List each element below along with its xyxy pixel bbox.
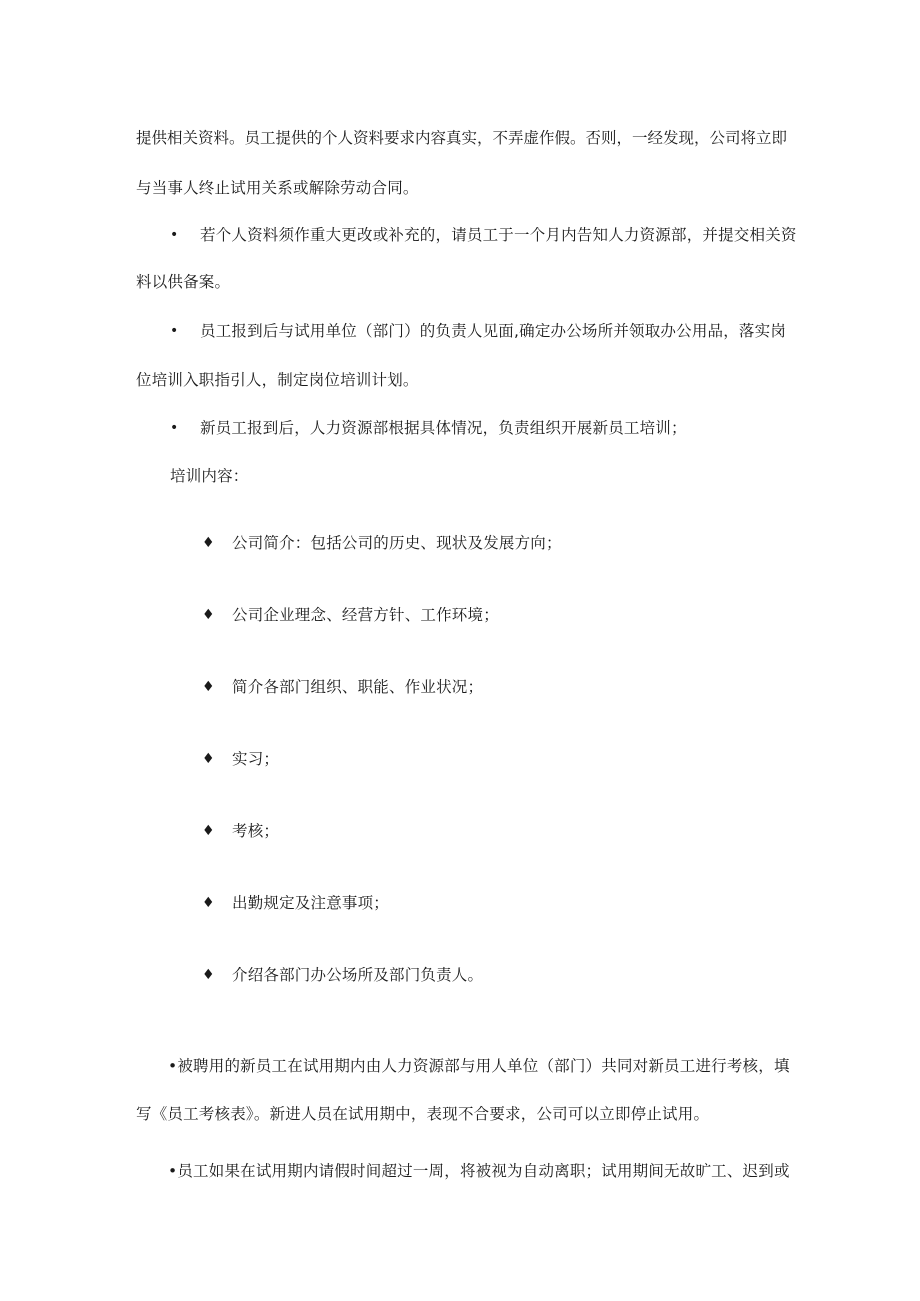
- para1-line2: 与当事人终止试用关系或解除劳动合同。: [136, 179, 419, 197]
- training-item: 考核；: [232, 822, 280, 840]
- bullet-marker: •: [170, 420, 179, 436]
- bullet3-line1: 新员工报到后，人力资源部根据具体情况，负责组织开展新员工培训；: [200, 419, 687, 437]
- para2-line1: •被聘用的新员工在试用期内由人力资源部与用人单位（部门）共同对新员工进行考核，填: [168, 1057, 790, 1075]
- training-item: 公司企业理念、经营方针、工作环境；: [232, 606, 499, 624]
- para3-line1: •员工如果在试用期内请假时间超过一周，将被视为自动离职；试用期间无故旷工、迟到或: [168, 1162, 790, 1180]
- training-item: 公司简介：包括公司的历史、现状及发展方向；: [232, 534, 562, 552]
- bullet1-line2: 料以供备案。: [136, 273, 231, 291]
- diamond-marker: ♦: [202, 751, 215, 767]
- bullet-marker: •: [170, 323, 179, 339]
- training-item: 实习；: [232, 750, 280, 768]
- bullet-marker: •: [170, 227, 179, 243]
- para1-line1: 提供相关资料。员工提供的个人资料要求内容真实，不弄虚作假。否则，一经发现，公司将立即: [136, 129, 788, 147]
- para2-line2: 写《员工考核表》。新进人员在试用期中，表现不合要求，公司可以立即停止试用。: [136, 1105, 710, 1123]
- diamond-marker: ♦: [202, 895, 215, 911]
- diamond-marker: ♦: [202, 535, 215, 551]
- bullet2-line1: 员工报到后与试用单位（部门）的负责人见面,确定办公场所并领取办公用品，落实岗: [200, 322, 787, 340]
- diamond-marker: ♦: [202, 823, 215, 839]
- bullet1-line1: 若个人资料须作重大更改或补充的，请员工于一个月内告知人力资源部，并提交相关资: [200, 226, 797, 244]
- diamond-marker: ♦: [202, 679, 215, 695]
- training-heading: 培训内容：: [170, 467, 249, 485]
- training-item: 出勤规定及注意事项；: [232, 894, 390, 912]
- training-item: 介绍各部门办公场所及部门负责人。: [232, 966, 484, 984]
- training-item: 简介各部门组织、职能、作业状况；: [232, 678, 484, 696]
- diamond-marker: ♦: [202, 607, 215, 623]
- bullet2-line2: 位培训入职指引人，制定岗位培训计划。: [136, 371, 419, 389]
- diamond-marker: ♦: [202, 967, 215, 983]
